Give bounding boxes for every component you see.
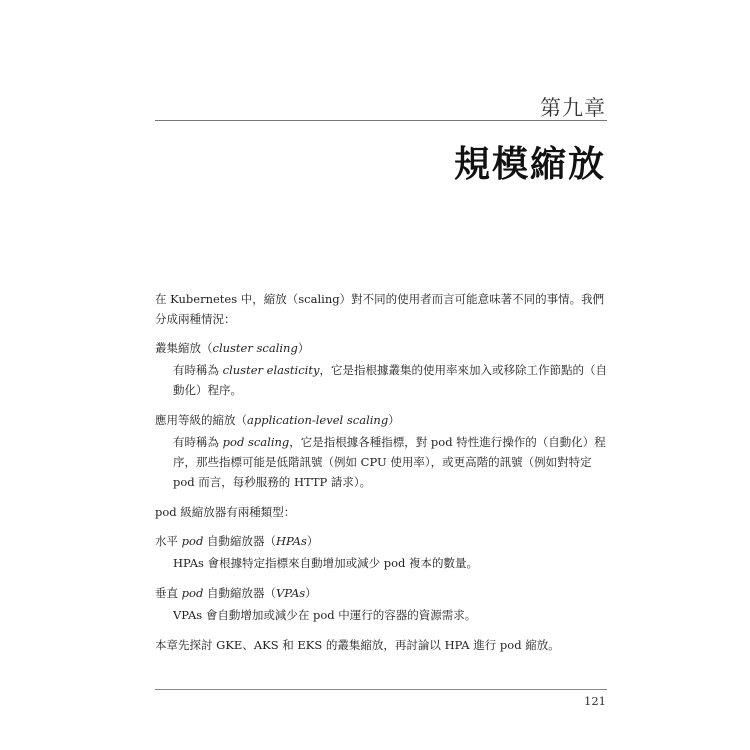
definition-emphasis: pod scaling [222, 435, 290, 449]
term-label: 叢集縮放 [155, 341, 201, 355]
autoscaler-types-paragraph: pod 級縮放器有兩種類型： [155, 505, 296, 519]
footer-divider [155, 689, 607, 690]
definition-text: ，它是指根據各種指標，對 pod 特性進行操作的（自動化）程序，那些指標可能是低階訊號（例如 CPU 使用率），或更高階的訊號（例如對特定 pod 而言，每秒服務的 HTTP 請求）。 [173, 435, 606, 489]
chapter-label: 第九章 [540, 96, 606, 120]
term-english: VPAs [275, 586, 306, 600]
page-number: 121 [584, 694, 606, 708]
term-label: 應用等級的縮放 [155, 413, 236, 427]
body-text [155, 289, 607, 664]
term-label: 自動縮放器 [203, 534, 265, 548]
term-label: 水平 [155, 534, 182, 548]
definition-hpa: HPAs 會根據特定指標來自動增加或減少 pod 複本的數量。 [173, 556, 479, 570]
definition-text: ，它是指根據叢集的使用率來加入或移除工作節點的（自動化）程序。 [173, 363, 607, 397]
term-english: cluster scaling [212, 341, 298, 355]
term-label: 垂直 [155, 586, 182, 600]
term-emphasis: pod [181, 534, 204, 548]
definition-cluster-scaling [173, 360, 607, 400]
term-label: 自動縮放器 [203, 586, 265, 600]
chapter-title: 規模縮放 [453, 144, 606, 185]
closing-paragraph: 本章先探討 GKE、AKS 和 EKS 的叢集縮放，再討論以 HPA 進行 pod 縮放。 [155, 638, 560, 652]
definition-vpa: VPAs 會自動增加或減少在 pod 中運行的容器的資源需求。 [173, 608, 477, 622]
term-cluster-scaling: 叢集縮放（cluster scaling） [155, 341, 310, 355]
definition-text: 有時稱為 [173, 435, 223, 449]
term-hpa: 水平 pod 自動縮放器（HPAs） [155, 534, 319, 548]
term-english: application-level scaling [247, 413, 389, 427]
definition-application-scaling [173, 432, 607, 492]
term-emphasis: pod [181, 586, 204, 600]
term-vpa: 垂直 pod 自動縮放器（VPAs） [155, 586, 317, 600]
term-application-scaling: 應用等級的縮放（application-level scaling） [155, 413, 400, 427]
term-english: HPAs [275, 534, 307, 548]
intro-paragraph: 在 Kubernetes 中，縮放（scaling）對不同的使用者而言可能意味著不同的事情。我們分成兩種情況： [155, 292, 605, 326]
definition-text: 有時稱為 [173, 363, 223, 377]
chapter-divider [155, 120, 607, 121]
definition-emphasis: cluster elasticity [222, 363, 320, 377]
